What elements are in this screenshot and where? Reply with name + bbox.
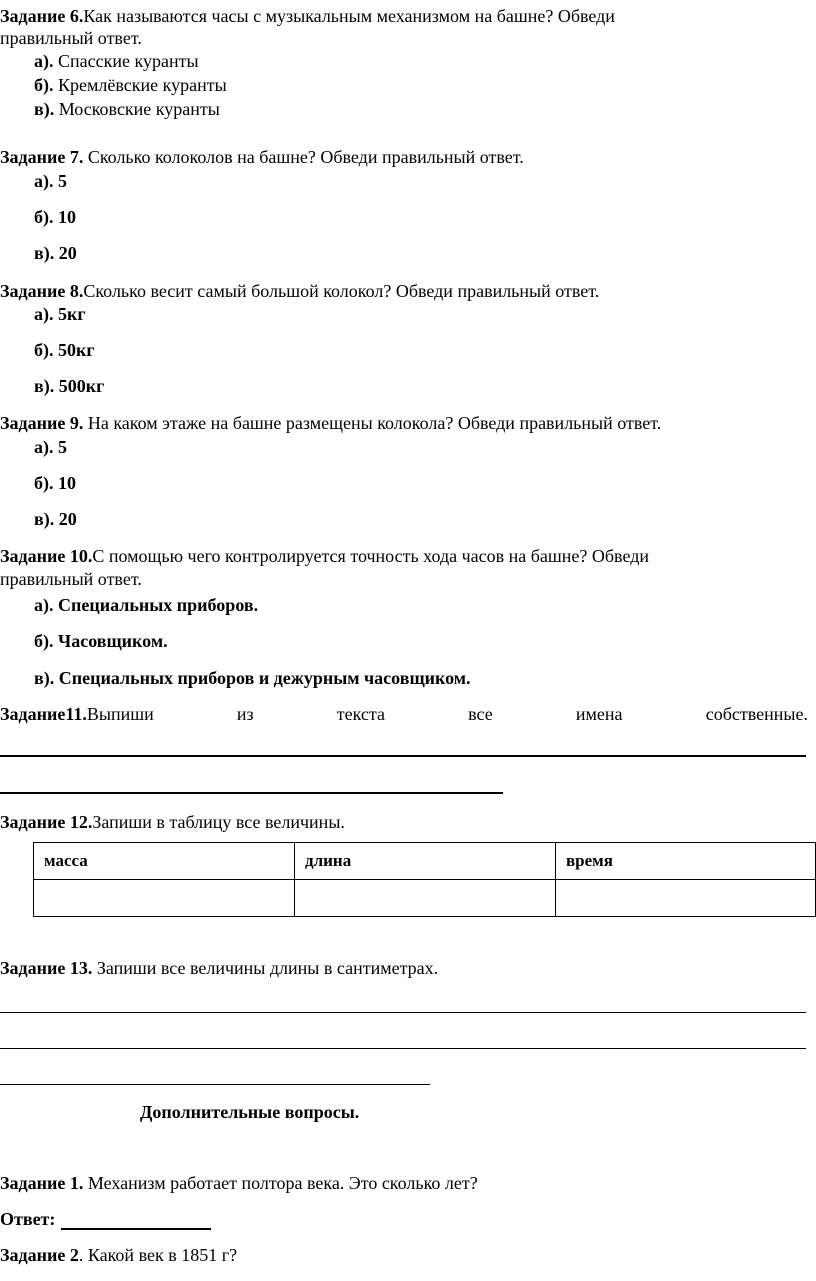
task13-label: Задание 13. [0, 958, 93, 978]
option-letter: б). [34, 75, 54, 95]
task11-word: из [236, 704, 254, 724]
quantities-table [33, 842, 816, 917]
table-cell-length[interactable] [295, 880, 556, 917]
table-cell-time[interactable] [556, 880, 816, 917]
option-text: Кремлёвские куранты [53, 75, 227, 95]
extra2-label: Задание 2 [0, 1245, 79, 1265]
task12-label: Задание 12. [0, 812, 93, 832]
option-text: Спасские куранты [53, 51, 199, 71]
task8-label: Задание 8. [0, 281, 84, 301]
answer-line[interactable] [0, 792, 503, 794]
extra2-question [0, 1244, 237, 1266]
column-header-time: время [556, 843, 816, 880]
task11-word: собственные. [705, 704, 808, 724]
column-header-length: длина [295, 843, 556, 880]
extra1-question [0, 1172, 478, 1194]
task9-question [0, 412, 661, 434]
answer-line[interactable] [0, 755, 806, 757]
task11-label: Задание11. [0, 704, 87, 724]
task9-option-c[interactable]: в). 20 [34, 509, 77, 529]
table-row [34, 880, 816, 917]
option-letter: в). [34, 99, 55, 119]
task7-option-c[interactable]: в). 20 [34, 243, 77, 263]
extra1-text: Механизм работает полтора века. Это сколько лет? [83, 1173, 478, 1193]
task11-word: все [468, 704, 493, 724]
answer-line[interactable] [0, 1084, 430, 1085]
task9-option-b[interactable]: б). 10 [34, 473, 76, 493]
task7-text: Сколько колоколов на башне? Обведи правильный ответ. [83, 147, 524, 167]
task13-text: Запиши все величины длины в сантиметрах. [92, 958, 439, 978]
task8-option-b[interactable]: б). 50кг [34, 340, 95, 360]
task10-text: С помощью чего контролируется точность хода часов на башне? Обведи [92, 546, 649, 566]
extra2-text: . Какой век в 1851 г? [78, 1245, 238, 1265]
task7-option-a[interactable]: а). 5 [34, 171, 67, 191]
task10-option-b[interactable]: б). Часовщиком. [34, 631, 168, 651]
task9-label: Задание 9. [0, 413, 84, 433]
answer-blank[interactable] [61, 1210, 211, 1230]
table-cell-mass[interactable] [34, 880, 295, 917]
answer-line[interactable] [0, 1048, 806, 1049]
task10-option-a[interactable]: а). Специальных приборов. [34, 595, 259, 615]
task11-word: Выпиши [86, 704, 154, 724]
task6-option-c[interactable] [34, 98, 220, 120]
task11-word: имена [575, 704, 623, 724]
task7-label: Задание 7. [0, 147, 84, 167]
answer-row [0, 1208, 211, 1230]
task10-label: Задание 10. [0, 546, 93, 566]
task12-text: Запиши в таблицу все величины. [92, 812, 345, 832]
task12-question [0, 811, 345, 833]
answer-line[interactable] [0, 1012, 806, 1013]
table-header-row [34, 843, 816, 880]
task6-option-a[interactable] [34, 50, 199, 72]
task6-text: Как называются часы с музыкальным механизмом на башне? Обведи [83, 6, 615, 26]
task6-label: Задание 6. [0, 6, 84, 26]
task9-option-a[interactable]: а). 5 [34, 437, 67, 457]
task8-option-c[interactable]: в). 500кг [34, 376, 105, 396]
task6-question-cont: правильный ответ. [0, 28, 142, 48]
task13-question [0, 957, 438, 979]
task6-question [0, 5, 615, 27]
column-header-mass: масса [34, 843, 295, 880]
task8-option-a[interactable]: а). 5кг [34, 304, 86, 324]
task7-option-b[interactable]: б). 10 [34, 207, 76, 227]
extra1-label: Задание 1. [0, 1173, 84, 1193]
task10-question-cont: правильный ответ. [0, 569, 142, 589]
task10-question [0, 545, 649, 567]
task11-word: текста [336, 704, 385, 724]
extra-questions-heading: Дополнительные вопросы. [140, 1102, 360, 1122]
task6-option-b[interactable] [34, 74, 227, 96]
option-text: Московские куранты [54, 99, 220, 119]
task11-question [0, 703, 808, 725]
task9-text: На каком этаже на башне размещены колокола? Обведи правильный ответ. [83, 413, 662, 433]
task8-text: Сколько весит самый большой колокол? Обведи правильный ответ. [83, 281, 600, 301]
task7-question [0, 146, 524, 168]
task10-option-c[interactable]: в). Специальных приборов и дежурным часовщиком. [34, 668, 471, 688]
option-letter: а). [34, 51, 54, 71]
task8-question [0, 280, 599, 302]
answer-label: Ответ: [0, 1209, 56, 1229]
